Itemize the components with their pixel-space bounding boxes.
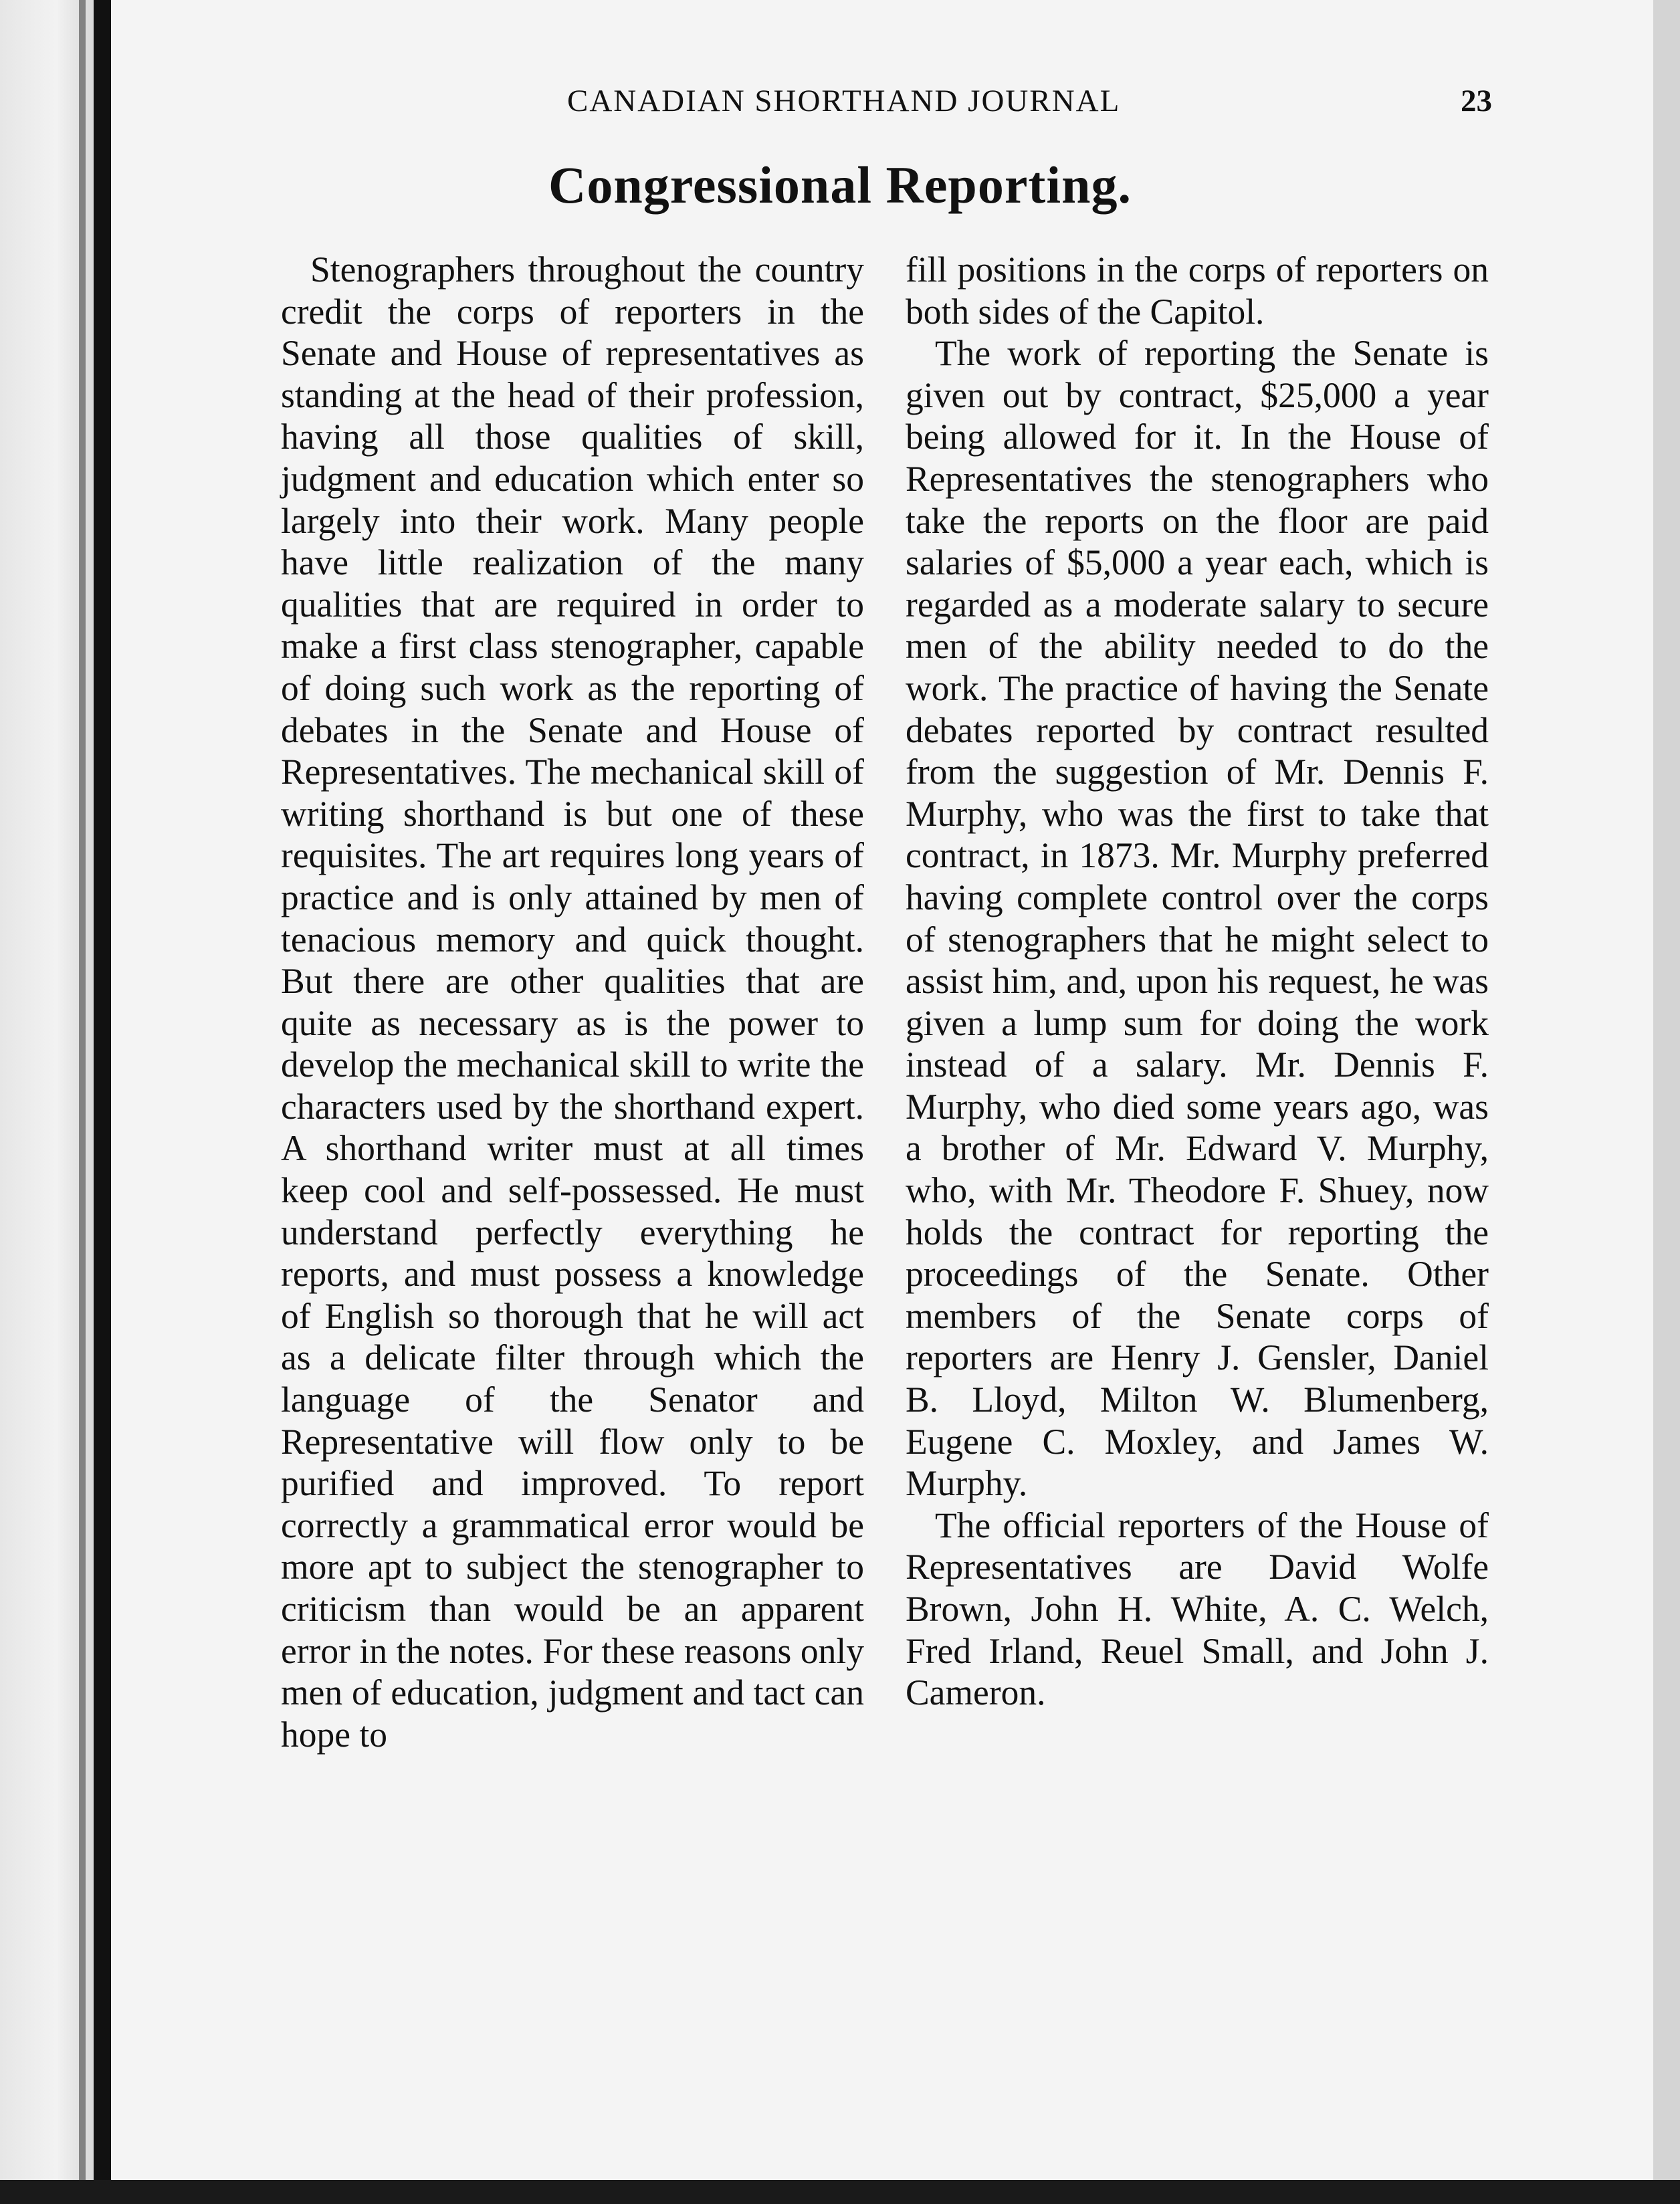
- page-number: 23: [1461, 84, 1492, 118]
- paragraph: Stenographers throughout the country credit the corps of reporters in the Senate and House of representatives as standing at the head of their profession, having all those qualities of skill, judgment and education which enter so largely into their work. Many people have little realization of the many qualities that are required in order to make a first class stenographer, capable of doing such work as the reporting of debates in the Senate and House of Representatives. The mechanical skill of writing shorthand is but one of these requisites. The art requires long years of practice and is only attained by men of tenacious memory and quick thought. But there are other qualities that are quite as necessary as is the power to develop the mechanical skill to write the characters used by the shorthand expert. A shorthand writer must at all times keep cool and self-possessed. He must understand perfectly everything he reports, and must possess a knowledge of English so thorough that he will act as a delicate filter through which the language of the Senator and Representative will flow only to be purified and improved. To report correctly a grammatical error would be more apt to subject the stenographer to criticism than would be an apparent error in the notes. For these reasons only men of education, judgment and tact can hope to: [281, 249, 864, 1755]
- paragraph: The work of reporting the Senate is given out by contract, $25,000 a year being allowed for it. In the House of Representatives the stenographers who take the reports on the floor are paid salaries of $5,000 a year each, which is regarded as a moderate salary to secure men of the ability needed to do the work. The practice of having the Senate debates reported by contract resulted from the suggestion of Mr. Dennis F. Murphy, who was the first to take that contract, in 1873. Mr. Murphy preferred having complete control over the corps of stenographers that he might select to assist him, and, upon his request, he was given a lump sum for doing the work instead of a salary. Mr. Dennis F. Murphy, who died some years ago, was a brother of Mr. Edward V. Murphy, who, with Mr. Theodore F. Shuey, now holds the contract for reporting the proceedings of the Senate. Other members of the Senate corps of reporters are Henry J. Gensler, Daniel B. Lloyd, Milton W. Blumenberg, Eugene C. Moxley, and James W. Murphy.: [906, 333, 1489, 1504]
- article-title: Congressional Reporting.: [548, 156, 1132, 214]
- paragraph: The official reporters of the House of Representatives are David Wolfe Brown, John H. White, A. C. Welch, Fred Irland, Reuel Small, and John J. Cameron.: [906, 1505, 1489, 1713]
- paragraph: fill positions in the corps of reporters on both sides of the Capitol.: [906, 249, 1489, 332]
- running-head: CANADIAN SHORTHAND JOURNAL: [567, 84, 1121, 118]
- right-edge: [1653, 0, 1680, 2204]
- binding-edge: [94, 0, 111, 2204]
- column-left: [281, 249, 864, 1755]
- binding-shadow: [79, 0, 86, 2204]
- bottom-edge: [0, 2180, 1680, 2204]
- column-right: [906, 249, 1489, 1714]
